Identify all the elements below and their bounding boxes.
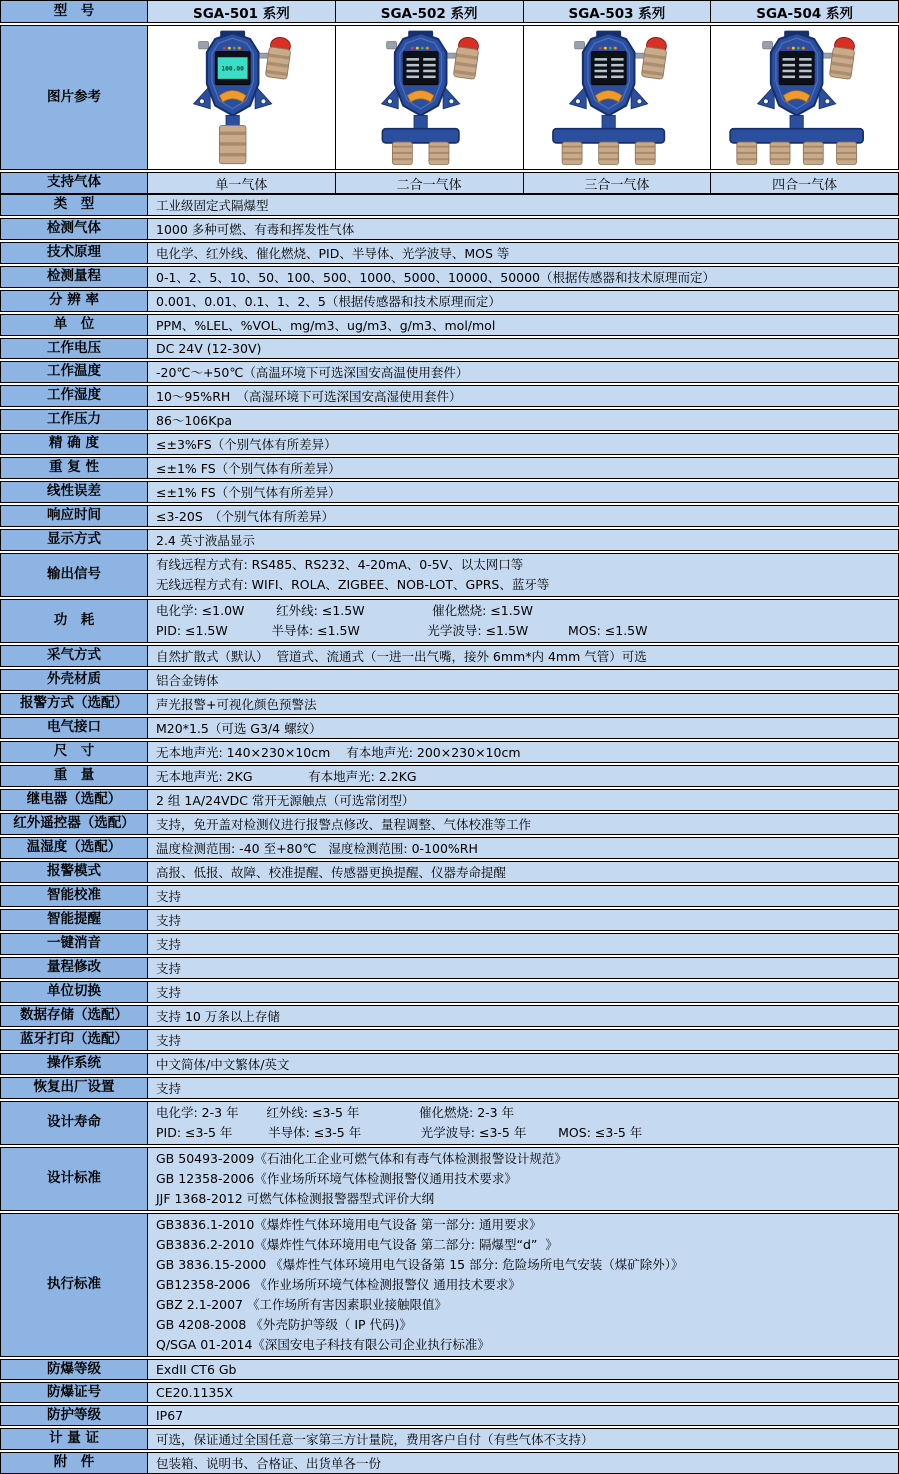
- gas-type-4in1: 四合一气体: [710, 172, 899, 194]
- spec-label: 响应时间: [0, 505, 148, 527]
- spec-value: 0.001、0.01、0.1、1、2、5（根据传感器和技术原理而定）: [147, 290, 899, 312]
- model-header-label: 型 号: [0, 0, 148, 23]
- spec-label: 继电器（选配）: [0, 789, 148, 811]
- spec-label: 工作湿度: [0, 385, 148, 407]
- alarm-beacon-icon: [453, 36, 480, 79]
- spec-row: [0, 1382, 899, 1403]
- spec-value: [147, 1147, 899, 1211]
- spec-row: [0, 909, 899, 931]
- sensor-cylinder-icon: [220, 125, 247, 163]
- spec-value-line: 电化学: ≤1.0W 红外线: ≤1.5W 催化燃烧: ≤1.5W: [156, 603, 534, 618]
- spec-row: [0, 1428, 899, 1450]
- display-screen: [403, 51, 438, 84]
- spec-row: [0, 457, 899, 479]
- spec-value: DC 24V (12-30V): [147, 338, 899, 359]
- alarm-beacon-icon: [829, 36, 856, 79]
- supported-gas-label: 支持气体: [0, 172, 148, 194]
- spec-label: 重 复 性: [0, 457, 148, 479]
- spec-row: [0, 553, 899, 597]
- spec-label: 显示方式: [0, 529, 148, 551]
- spec-row: [0, 1053, 899, 1075]
- spec-row: [0, 933, 899, 955]
- spec-value-line: GB 4208-2008 《外壳防护等级（ IP 代码)》: [156, 1317, 412, 1332]
- spec-row: [0, 599, 899, 643]
- product-image-sga-503: [523, 25, 712, 170]
- spec-label: 智能校准: [0, 885, 148, 907]
- model-sga-501: SGA-501 系列: [147, 0, 336, 23]
- spec-label: 防爆证号: [0, 1382, 148, 1403]
- manifold-bar: [383, 128, 459, 142]
- spec-row: [0, 1213, 899, 1357]
- spec-row: [0, 813, 899, 835]
- spec-row: [0, 765, 899, 787]
- gas-type-2in1: 二合一气体: [335, 172, 524, 194]
- gas-detector-illustration: [538, 29, 696, 167]
- spec-label: 温湿度（选配）: [0, 837, 148, 859]
- spec-value: 工业级固定式隔爆型: [147, 194, 899, 216]
- spec-label: 设计标准: [0, 1147, 148, 1211]
- spec-label: 分 辨 率: [0, 290, 148, 312]
- spec-label: 红外遥控器（选配）: [0, 813, 148, 835]
- spec-value: CE20.1135X: [147, 1382, 899, 1403]
- spec-row: [0, 1405, 899, 1426]
- spec-label: 尺 寸: [0, 741, 148, 763]
- spec-value: 支持: [147, 909, 899, 931]
- gas-type-3in1: 三合一气体: [523, 172, 712, 194]
- spec-label: 重 量: [0, 765, 148, 787]
- display-screen: [591, 51, 626, 84]
- spec-row: [0, 409, 899, 431]
- spec-row: [0, 529, 899, 551]
- spec-value-line: GB3836.2-2010《爆炸性气体环境用电气设备 第二部分: 隔爆型“d” 》: [156, 1237, 558, 1252]
- spec-row: [0, 789, 899, 811]
- spec-value-line: 电化学: 2-3 年 红外线: ≤3-5 年 催化燃烧: 2-3 年: [156, 1105, 515, 1120]
- spec-value: 无本地声光: 140×230×10cm 有本地声光: 200×230×10cm: [147, 741, 899, 763]
- spec-value: 中文简体/中文繁体/英文: [147, 1053, 899, 1075]
- spec-value: 支持: [147, 1077, 899, 1099]
- spec-label: 数据存储（选配）: [0, 1005, 148, 1027]
- spec-value-line: 无线远程方式有: WIFI、ROLA、ZIGBEE、NOB-LOT、GPRS、蓝牙等: [156, 577, 550, 592]
- spec-row: [0, 1452, 899, 1474]
- spec-value-line: GB3836.1-2010《爆炸性气体环境用电气设备 第一部分: 通用要求》: [156, 1217, 542, 1232]
- spec-value: 高报、低报、故障、校准提醒、传感器更换提醒、仪器寿命提醒: [147, 861, 899, 883]
- spec-value-line: GB 12358-2006《作业场所环境气体检测报警仪通用技术要求》: [156, 1171, 517, 1186]
- spec-row: [0, 1005, 899, 1027]
- spec-value: ≤3-20S （个别气体有所差异）: [147, 505, 899, 527]
- spec-value-line: PID: ≤3-5 年 半导体: ≤3-5 年 光学波导: ≤3-5 年 MOS: ≤3-5 年: [156, 1125, 643, 1140]
- manifold-bar: [553, 128, 664, 142]
- spec-row: [0, 242, 899, 264]
- model-sga-503: SGA-503 系列: [523, 0, 712, 23]
- spec-value: [147, 1101, 899, 1145]
- spec-label: 类 型: [0, 194, 148, 216]
- sensor-cylinder-icon: [429, 142, 449, 164]
- model-sga-504: SGA-504 系列: [710, 0, 899, 23]
- spec-label: 功 耗: [0, 599, 148, 643]
- spec-value-line: GB 3836.15-2000 《爆炸性气体环境用电气设备第 15 部分: 危险场所电气安装（煤矿除外）》: [156, 1257, 684, 1272]
- spec-label: 执行标准: [0, 1213, 148, 1357]
- sensor-cylinder-icon: [599, 142, 619, 164]
- spec-row: [0, 1029, 899, 1051]
- spec-value-line: GB12358-2006 《作业场所环境气体检测报警仪 通用技术要求》: [156, 1277, 521, 1292]
- supported-gas-row: [0, 172, 899, 194]
- spec-value: ≤±1% FS（个别气体有所差异）: [147, 481, 899, 503]
- product-image-sga-504: [710, 25, 899, 170]
- spec-value: 支持，免开盖对检测仪进行报警点修改、量程调整、气体校准等工作: [147, 813, 899, 835]
- spec-row: [0, 338, 899, 359]
- sensor-cylinder-icon: [736, 142, 756, 164]
- sensor-cylinder-icon: [836, 142, 856, 164]
- spec-value: 电化学、红外线、催化燃烧、PID、半导体、光学波导、MOS 等: [147, 242, 899, 264]
- product-image-sga-502: [335, 25, 524, 170]
- spec-value-line: GBZ 2.1-2007 《工作场所有害因素职业接触限值》: [156, 1297, 447, 1312]
- spec-label: 设计寿命: [0, 1101, 148, 1145]
- spec-row: [0, 290, 899, 312]
- display-screen: [779, 51, 814, 84]
- spec-value-line: JJF 1368-2012 可燃气体检测报警器型式评价大纲: [156, 1191, 435, 1206]
- spec-value: 自然扩散式（默认） 管道式、流通式（一进一出气嘴，接外 6mm*内 4mm 气管）可选: [147, 645, 899, 667]
- spec-value: 无本地声光: 2KG 有本地声光: 2.2KG: [147, 765, 899, 787]
- spec-label: 电气接口: [0, 717, 148, 739]
- spec-value: 10～95%RH （高湿环境下可选深国安高湿使用套件）: [147, 385, 899, 407]
- sensor-cylinder-icon: [393, 142, 413, 164]
- spec-label: 输出信号: [0, 553, 148, 597]
- spec-value: 2 组 1A/24VDC 常开无源触点（可选常闭型）: [147, 789, 899, 811]
- spec-value: 1000 多种可燃、有毒和挥发性气体: [147, 218, 899, 240]
- spec-value: IP67: [147, 1405, 899, 1426]
- model-header-row: [0, 0, 899, 23]
- spec-value: [147, 1213, 899, 1357]
- spec-label: 检测量程: [0, 266, 148, 288]
- spec-value-line: GB 50493-2009《石油化工企业可燃气体和有毒气体检测报警设计规范》: [156, 1151, 567, 1166]
- spec-value: PPM、%LEL、%VOL、mg/m3、ug/m3、g/m3、mol/mol: [147, 314, 899, 336]
- spec-label: 精 确 度: [0, 433, 148, 455]
- sensor-cylinder-icon: [635, 142, 655, 164]
- spec-row: [0, 1101, 899, 1145]
- spec-row: [0, 837, 899, 859]
- alarm-beacon-icon: [266, 36, 293, 79]
- manifold-bar: [730, 128, 863, 142]
- spec-value: 2.4 英寸液晶显示: [147, 529, 899, 551]
- spec-label: 防爆等级: [0, 1359, 148, 1380]
- spec-row: [0, 385, 899, 407]
- product-image-sga-501: [147, 25, 336, 170]
- spec-row: [0, 433, 899, 455]
- spec-label: 量程修改: [0, 957, 148, 979]
- spec-value: 支持: [147, 981, 899, 1003]
- spec-row: [0, 693, 899, 715]
- spec-value: 支持: [147, 957, 899, 979]
- spec-value: 0-1、2、5、10、50、100、500、1000、5000、10000、50000（根据传感器和技术原理而定）: [147, 266, 899, 288]
- spec-row: [0, 361, 899, 383]
- spec-value: ≤±1% FS（个别气体有所差异）: [147, 457, 899, 479]
- spec-value: -20℃～+50℃（高温环境下可选深国安高温使用套件）: [147, 361, 899, 383]
- spec-label: 工作温度: [0, 361, 148, 383]
- spec-label: 计 量 证: [0, 1428, 148, 1450]
- image-row: [0, 25, 899, 170]
- gas-detector-illustration: [162, 29, 320, 167]
- spec-label: 单 位: [0, 314, 148, 336]
- spec-value: 铝合金铸体: [147, 669, 899, 691]
- spec-label: 线性误差: [0, 481, 148, 503]
- spec-row: [0, 741, 899, 763]
- spec-label: 检测气体: [0, 218, 148, 240]
- spec-value-line: PID: ≤1.5W 半导体: ≤1.5W 光学波导: ≤1.5W MOS: ≤1.5W: [156, 623, 648, 638]
- spec-row: [0, 981, 899, 1003]
- spec-value: 支持: [147, 1029, 899, 1051]
- alarm-beacon-icon: [641, 36, 668, 79]
- spec-value: 支持: [147, 933, 899, 955]
- spec-row: [0, 717, 899, 739]
- svg-text:100.00: 100.00: [221, 65, 245, 73]
- spec-row: [0, 885, 899, 907]
- spec-value: 支持: [147, 885, 899, 907]
- spec-label: 智能提醒: [0, 909, 148, 931]
- spec-value: 86～106Kpa: [147, 409, 899, 431]
- spec-label: 报警方式（选配）: [0, 693, 148, 715]
- image-row-label: 图片参考: [0, 25, 148, 170]
- spec-row: [0, 218, 899, 240]
- spec-value: 声光报警+可视化颜色预警法: [147, 693, 899, 715]
- spec-label: 报警模式: [0, 861, 148, 883]
- sensor-cylinder-icon: [562, 142, 582, 164]
- spec-label: 蓝牙打印（选配）: [0, 1029, 148, 1051]
- spec-row: [0, 1077, 899, 1099]
- spec-rows-container: [0, 194, 899, 1474]
- spec-label: 恢复出厂设置: [0, 1077, 148, 1099]
- spec-row: [0, 669, 899, 691]
- spec-value: [147, 553, 899, 597]
- model-sga-502: SGA-502 系列: [335, 0, 524, 23]
- spec-value: [147, 599, 899, 643]
- spec-row: [0, 505, 899, 527]
- spec-label: 工作电压: [0, 338, 148, 359]
- spec-row: [0, 957, 899, 979]
- spec-value: M20*1.5（可选 G3/4 螺纹）: [147, 717, 899, 739]
- spec-value: 支持 10 万条以上存储: [147, 1005, 899, 1027]
- spec-value: ExdII CT6 Gb: [147, 1359, 899, 1380]
- sensor-cylinder-icon: [803, 142, 823, 164]
- spec-row: [0, 861, 899, 883]
- spec-row: [0, 314, 899, 336]
- spec-value-line: 有线远程方式有: RS485、RS232、4-20mA、0-5V、以太网口等: [156, 557, 524, 572]
- gas-detector-illustration: [726, 29, 884, 167]
- spec-label: 外壳材质: [0, 669, 148, 691]
- spec-row: [0, 266, 899, 288]
- spec-value: 包装箱、说明书、合格证、出货单各一份: [147, 1452, 899, 1474]
- spec-value: 可选，保证通过全国任意一家第三方计量院，费用客户自付（有些气体不支持）: [147, 1428, 899, 1450]
- spec-value: ≤±3%FS（个别气体有所差异）: [147, 433, 899, 455]
- spec-row: [0, 1359, 899, 1380]
- spec-label: 防护等级: [0, 1405, 148, 1426]
- spec-label: 一键消音: [0, 933, 148, 955]
- spec-row: [0, 481, 899, 503]
- spec-label: 操作系统: [0, 1053, 148, 1075]
- gas-type-single: 单一气体: [147, 172, 336, 194]
- gas-detector-illustration: [350, 29, 508, 167]
- spec-label: 技术原理: [0, 242, 148, 264]
- spec-label: 采气方式: [0, 645, 148, 667]
- spec-row: [0, 194, 899, 216]
- spec-value-line: Q/SGA 01-2014《深国安电子科技有限公司企业执行标准》: [156, 1337, 490, 1352]
- spec-row: [0, 645, 899, 667]
- spec-label: 单位切换: [0, 981, 148, 1003]
- sensor-cylinder-icon: [770, 142, 790, 164]
- spec-row: [0, 1147, 899, 1211]
- spec-value: 温度检测范围: -40 至+80℃ 湿度检测范围: 0-100%RH: [147, 837, 899, 859]
- spec-label: 附 件: [0, 1452, 148, 1474]
- spec-label: 工作压力: [0, 409, 148, 431]
